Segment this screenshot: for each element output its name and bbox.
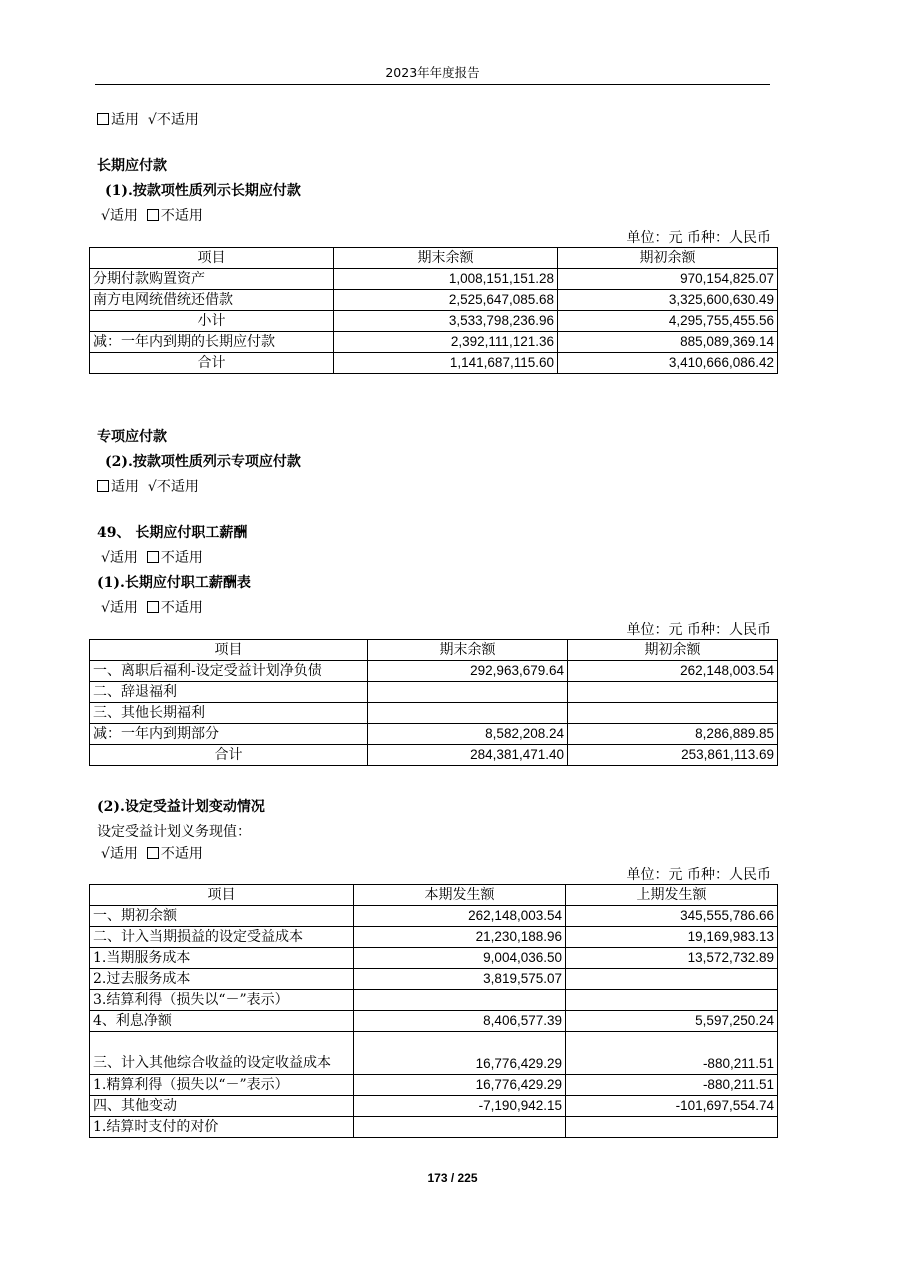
checkbox-unchecked-icon [97,480,109,492]
table-row [90,948,778,969]
row-label: 1.结算时支付的对价 [90,1117,354,1138]
not-applicable-label: 不适用 [156,112,199,128]
cell-value: 3,819,575.07 [354,969,566,990]
cell-value: 8,582,208.24 [368,724,568,745]
cell-value: 345,555,786.66 [566,906,778,927]
not-applicable-label: 不适用 [160,208,203,224]
row-label: 二、辞退福利 [90,682,368,703]
cell-value: 3,410,666,086.42 [558,353,778,374]
unit-label: 单位：元 币种：人民币 [626,867,771,883]
header-cell: 期初余额 [558,248,778,269]
cell-value: 262,148,003.54 [568,661,778,682]
cell-value [566,1117,778,1138]
cell-value: 253,861,113.69 [568,745,778,766]
section-title: 长期应付款 [97,158,167,174]
cell-value: 885,089,369.14 [558,332,778,353]
table-header-row [90,885,778,906]
cell-value: 13,572,732.89 [566,948,778,969]
applicable-label: 适用 [109,600,138,616]
row-label: 三、计入其他综合收益的设定收益成本 [90,1032,354,1075]
employee-benefits-table [89,639,778,766]
page-header: 2023年年度报告 [95,60,770,85]
checkbox-unchecked-icon [97,113,109,125]
cell-value: 970,154,825.07 [558,269,778,290]
cell-value: 16,776,429.29 [354,1075,566,1096]
table-row [90,661,778,682]
cell-value: 292,963,679.64 [368,661,568,682]
unit-label: 单位：元 币种：人民币 [626,230,771,246]
row-label: 一、离职后福利-设定受益计划净负债 [90,661,368,682]
row-label: 分期付款购置资产 [90,269,334,290]
checkbox-unchecked-icon [147,209,159,221]
checkbox-unchecked-icon [147,551,159,563]
cell-value [368,682,568,703]
cell-value: 2,525,647,085.68 [334,290,558,311]
header-cell: 期末余额 [368,640,568,661]
table-row [90,703,778,724]
cell-value: 19,169,983.13 [566,927,778,948]
cell-value: 3,533,798,236.96 [334,311,558,332]
cell-value [566,990,778,1011]
applicability-line: 适用 √不适用 [97,478,199,496]
cell-value: 4,295,755,455.56 [558,311,778,332]
applicability-line: √适用 不适用 [101,846,203,862]
subsection-title: (1).按款项性质列示长期应付款 [105,183,301,199]
header-cell: 期初余额 [568,640,778,661]
cell-value: 1,141,687,115.60 [334,353,558,374]
header-cell: 期末余额 [334,248,558,269]
section-title: 专项应付款 [97,429,167,445]
cell-value [354,1117,566,1138]
cell-value: 16,776,429.29 [354,1032,566,1075]
row-label: 二、计入当期损益的设定受益成本 [90,927,354,948]
cell-value [568,682,778,703]
section-title: 49、 长期应付职工薪酬 [97,525,248,541]
applicability-line: √适用 不适用 [101,600,203,616]
long-payable-table [89,247,778,374]
applicable-label: 适用 [109,846,138,862]
cell-value: 5,597,250.24 [566,1011,778,1032]
cell-value: 2,392,111,121.36 [334,332,558,353]
page-number: 173 / 225 [427,1171,478,1185]
cell-value [568,703,778,724]
table-row [90,311,778,332]
header-cell: 项目 [90,640,368,661]
row-label: 3.结算利得（损失以“－”表示） [90,990,354,1011]
table-row [90,1096,778,1117]
row-label: 南方电网统借统还借款 [90,290,334,311]
cell-value: -880,211.51 [566,1075,778,1096]
not-applicable-label: 不适用 [160,550,203,566]
table-row [90,745,778,766]
row-label: 1.当期服务成本 [90,948,354,969]
row-label: 2.过去服务成本 [90,969,354,990]
table-row [90,724,778,745]
row-label: 4、利息净额 [90,1011,354,1032]
applicable-label: 适用 [109,208,138,224]
table-header-row [90,640,778,661]
table-row [90,290,778,311]
cell-value: -101,697,554.74 [566,1096,778,1117]
table-row [90,682,778,703]
row-label: 合计 [90,353,334,374]
row-label: 合计 [90,745,368,766]
subsection-title: (1).长期应付职工薪酬表 [97,575,251,591]
row-label: 1.精算利得（损失以“－”表示） [90,1075,354,1096]
cell-value [354,990,566,1011]
defined-benefit-table [89,884,778,1138]
row-label: 一、期初余额 [90,906,354,927]
cell-value: 21,230,188.96 [354,927,566,948]
cell-value: 8,286,889.85 [568,724,778,745]
table-row [90,906,778,927]
checkbox-unchecked-icon [147,601,159,613]
row-label: 三、其他长期福利 [90,703,368,724]
table-row [90,1117,778,1138]
table-row [90,1011,778,1032]
row-label: 减：一年内到期部分 [90,724,368,745]
cell-value: 9,004,036.50 [354,948,566,969]
cell-value: -880,211.51 [566,1032,778,1075]
checkbox-unchecked-icon [147,847,159,859]
applicable-label: 适用 [111,479,139,495]
table-row [90,332,778,353]
header-cell: 上期发生额 [566,885,778,906]
cell-value: 262,148,003.54 [354,906,566,927]
applicability-line: 适用 √不适用 [97,111,199,129]
table-row [90,1075,778,1096]
applicability-line: √适用 不适用 [101,550,203,566]
applicable-label: 适用 [109,550,138,566]
not-applicable-label: 不适用 [156,479,199,495]
subsection-title: (2).设定受益计划变动情况 [97,799,265,815]
unit-label: 单位：元 币种：人民币 [626,622,771,638]
row-label: 四、其他变动 [90,1096,354,1117]
cell-value [368,703,568,724]
subsection-title: (2).按款项性质列示专项应付款 [105,454,301,470]
cell-value: -7,190,942.15 [354,1096,566,1117]
header-cell: 项目 [90,248,334,269]
applicable-label: 适用 [111,112,139,128]
description-text: 设定受益计划义务现值： [97,824,251,840]
header-cell: 本期发生额 [354,885,566,906]
cell-value: 1,008,151,151.28 [334,269,558,290]
table-row [90,969,778,990]
table-row [90,927,778,948]
cell-value: 3,325,600,630.49 [558,290,778,311]
row-label: 减：一年内到期的长期应付款 [90,332,334,353]
table-row [90,269,778,290]
header-cell: 项目 [90,885,354,906]
row-label: 小计 [90,311,334,332]
applicability-line: √适用 不适用 [101,208,203,224]
table-row [90,1032,778,1075]
cell-value [566,969,778,990]
cell-value: 284,381,471.40 [368,745,568,766]
table-row [90,353,778,374]
table-row [90,990,778,1011]
cell-value: 8,406,577.39 [354,1011,566,1032]
not-applicable-label: 不适用 [160,846,203,862]
not-applicable-label: 不适用 [160,600,203,616]
table-header-row [90,248,778,269]
